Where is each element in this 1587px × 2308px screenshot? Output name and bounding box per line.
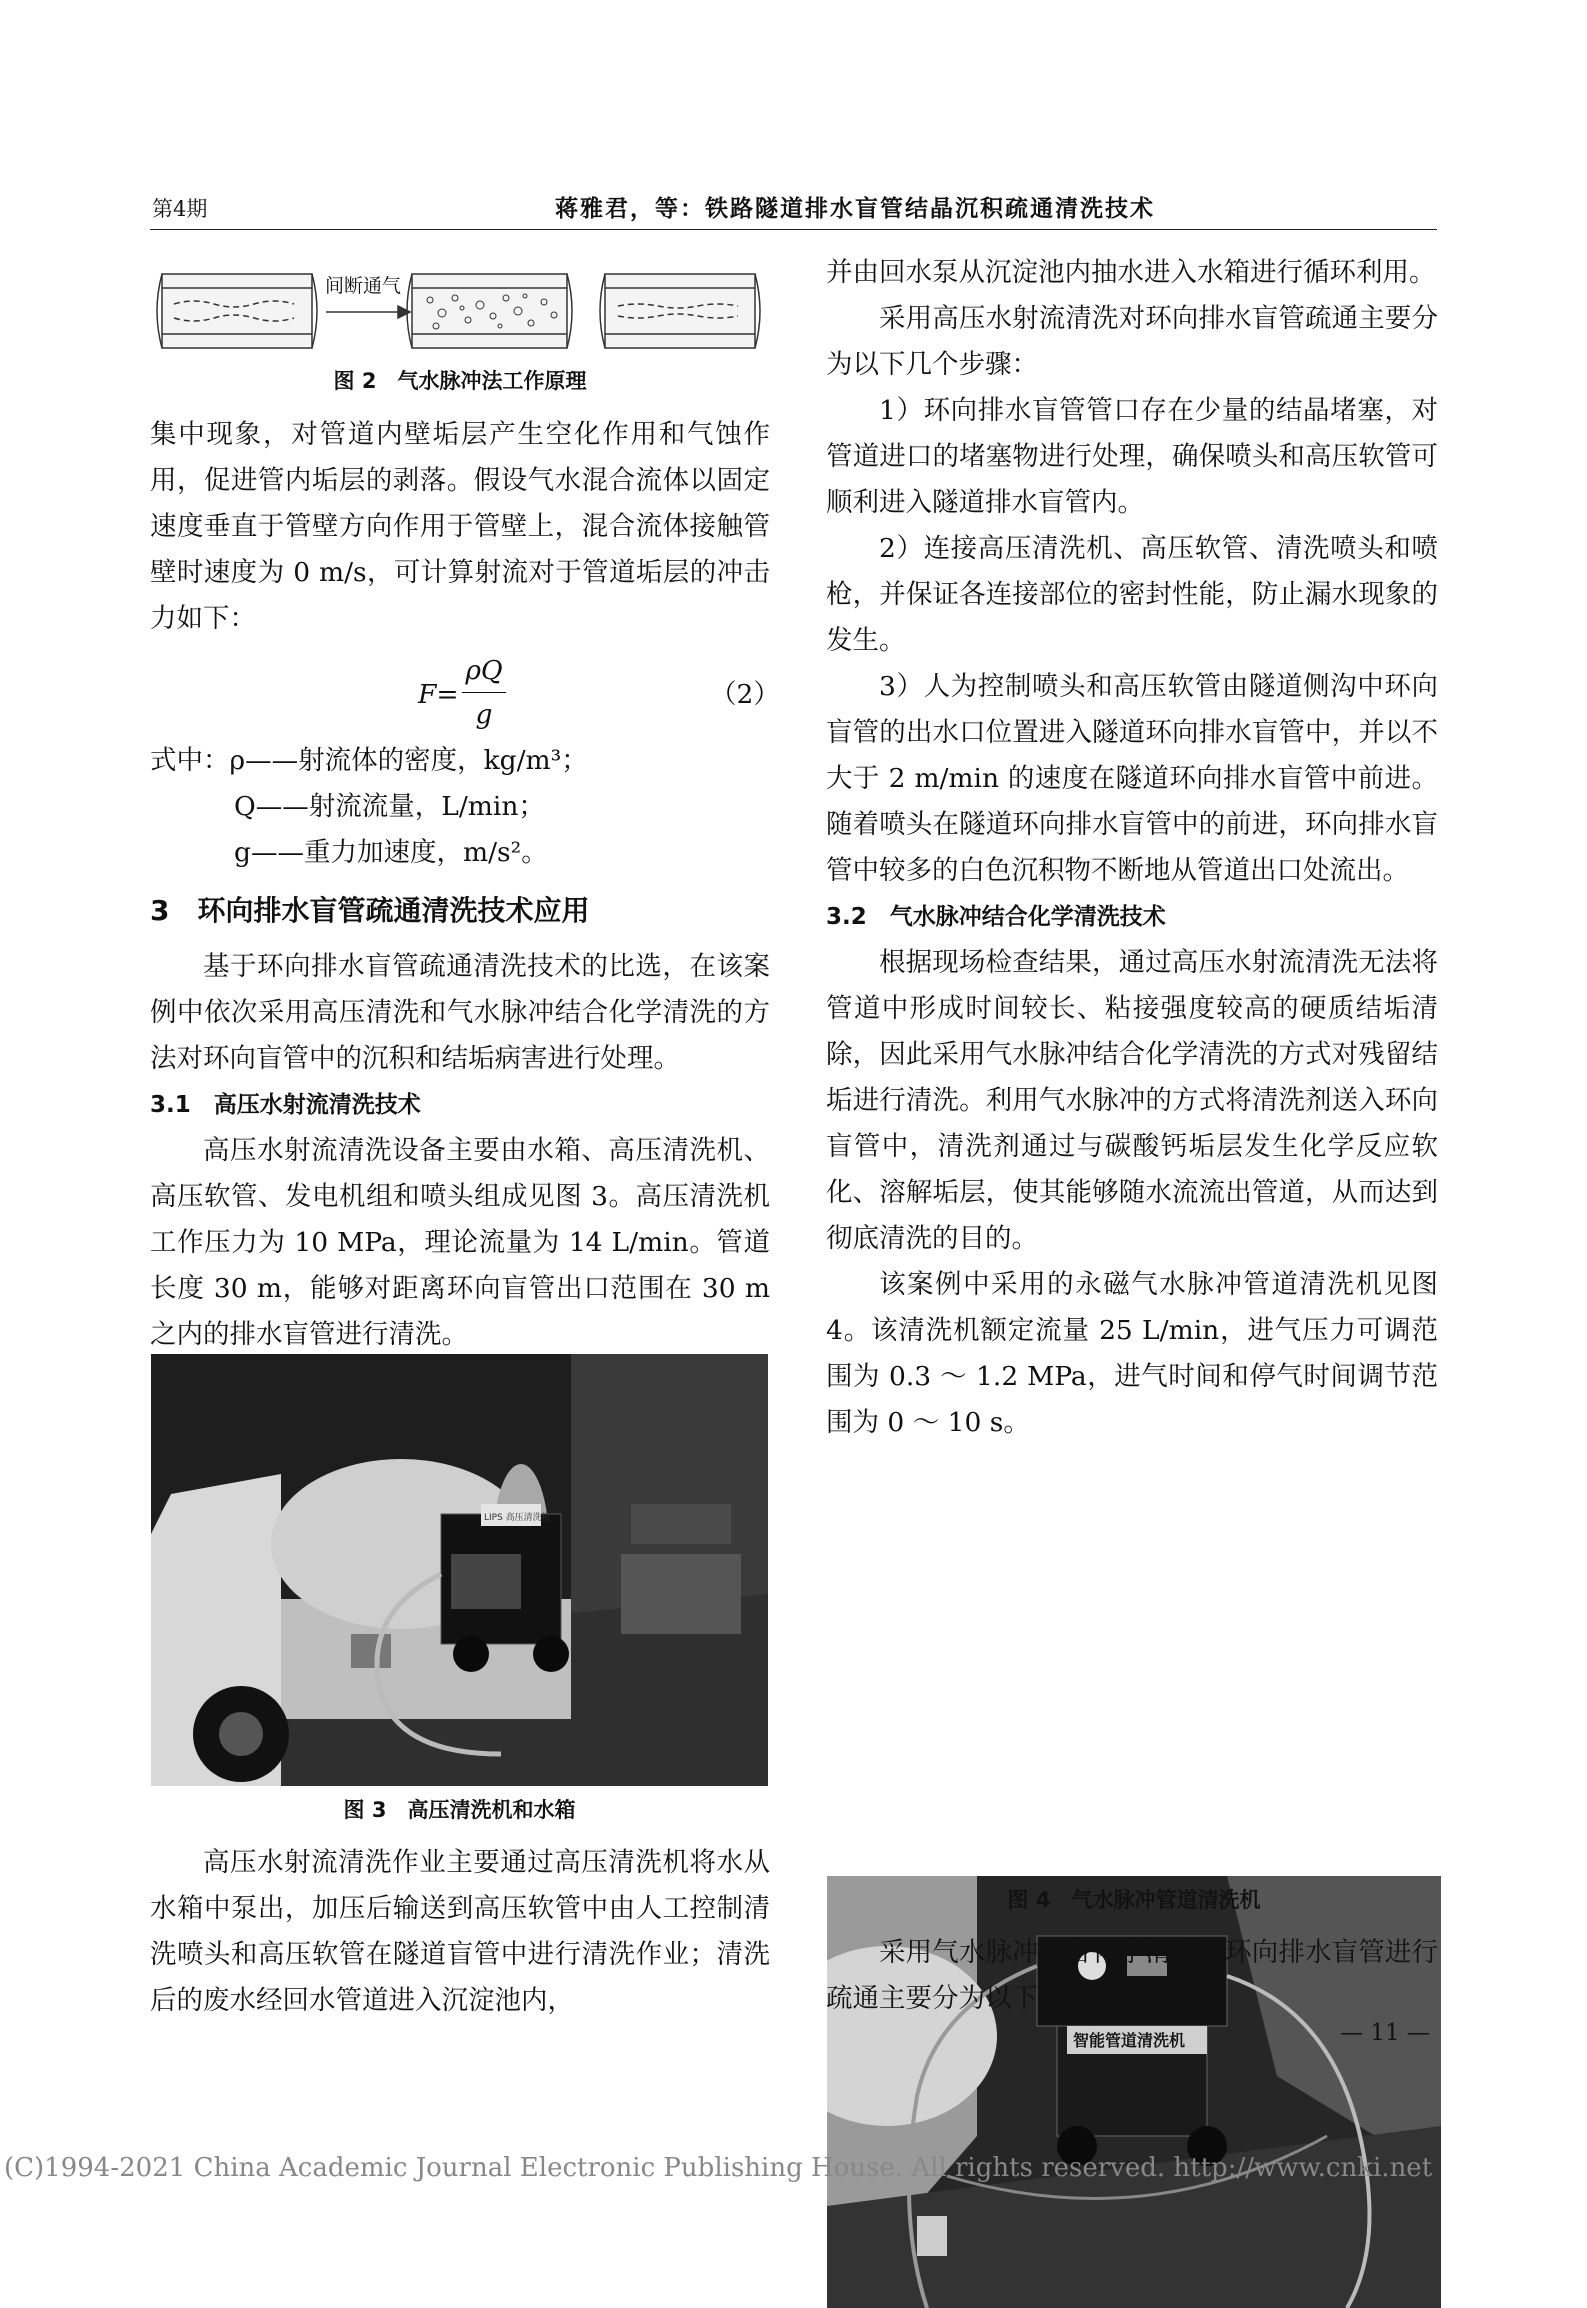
right-paragraph-2: 采用高压水射流清洗对环向排水盲管疏通主要分为以下几个步骤： bbox=[826, 303, 1438, 380]
figure-3-photo bbox=[151, 1354, 768, 1786]
section-3-2-heading: 3.2 气水脉冲结合化学清洗技术 bbox=[826, 904, 1166, 930]
where-rho: ρ——射流体的密度，kg/m³； bbox=[229, 745, 588, 776]
figure-2 bbox=[150, 258, 770, 370]
right-column-bottom bbox=[826, 1930, 1438, 2022]
section-3-1-heading: 3.1 高压水射流清洗技术 bbox=[150, 1092, 421, 1118]
formula-lhs: F= bbox=[418, 679, 459, 710]
washer-truck-image bbox=[151, 1354, 768, 1786]
left-column bbox=[150, 412, 780, 1358]
section-3-heading: 3 环向排水盲管疏通清洗技术应用 bbox=[150, 894, 590, 927]
header-rule bbox=[150, 229, 1437, 230]
where-label: 式中： bbox=[150, 745, 230, 776]
step-3: 3）人为控制喷头和高压软管由隧道侧沟中环向盲管的出水口位置进入隧道环向排水盲管中，并以不大于 2 m/min 的速度在隧道环向排水盲管中前进。随着喷头在隧道环向排水盲管中的前进，环向排水盲管中较多的白色沉积物不断地从管道出口处流出。 bbox=[826, 671, 1438, 886]
where-line-1 bbox=[150, 738, 770, 784]
pipe-before bbox=[157, 274, 317, 348]
where-line-2: Q——射流流量，L/min； bbox=[234, 791, 545, 822]
copyright-notice: (C)1994-2021 China Academic Journal Electronic Publishing House. All rights reserved. http://www.cnki.net bbox=[4, 2153, 1433, 2183]
formula-denominator: g bbox=[475, 699, 493, 730]
step-1: 1）环向排水盲管管口存在少量的结晶堵塞，对管道进口的堵塞物进行处理，确保喷头和高压软管可顺利进入隧道排水盲管内。 bbox=[826, 395, 1438, 518]
right-paragraph-7: 该案例中采用的永磁气水脉冲管道清洗机见图 4。该清洗机额定流量 25 L/min，进气压力可调范围为 0.3 ～ 1.2 MPa，进气时间和停气时间调节范围为 0 ～ 10 s。 bbox=[826, 1269, 1438, 1438]
figure-3-caption: 图 3 高压清洗机和水箱 bbox=[343, 1798, 576, 1822]
left-column-bottom bbox=[150, 1840, 770, 2024]
left-paragraph-2: 基于环向排水盲管疏通清洗技术的比选，在该案例中依次采用高压清洗和气水脉冲结合化学清洗的方法对环向盲管中的沉积和结垢病害进行处理。 bbox=[150, 951, 770, 1074]
running-title: 蒋雅君，等：铁路隧道排水盲管结晶沉积疏通清洗技术 bbox=[555, 195, 1155, 222]
where-line-3: g——重力加速度，m/s²。 bbox=[234, 837, 548, 868]
right-paragraph-6: 根据现场检查结果，通过高压水射流清洗无法将管道中形成时间较长、粘接强度较高的硬质结垢清除，因此采用气水脉冲结合化学清洗的方式对残留结垢进行清洗。利用气水脉冲的方式将清洗剂送入环向盲管中，清洗剂通过与碳酸钙垢层发生化学反应软化、溶解垢层，使其能够随水流流出管道，从而达到彻底清洗的目的。 bbox=[826, 947, 1438, 1254]
formula-numerator: ρQ bbox=[465, 655, 503, 686]
figure-4-caption: 图 4 气水脉冲管道清洗机 bbox=[1007, 1888, 1261, 1912]
equation-2 bbox=[150, 642, 780, 738]
cleaner-label: 智能管道清洗机 bbox=[1073, 2031, 1186, 2050]
figure-2-caption: 图 2 气水脉冲法工作原理 bbox=[333, 369, 587, 393]
gas-water-pulse-diagram bbox=[150, 258, 770, 370]
page-number: — 11 — bbox=[1340, 2020, 1430, 2046]
left-paragraph-1: 集中现象，对管道内壁垢层产生空化作用和气蚀作用，促进管内垢层的剥落。假设气水混合流体以固定速度垂直于管壁方向作用于管壁上，混合流体接触管壁时速度为 0 m/s，可计算射流对于管道垢层的冲击力如下： bbox=[150, 419, 770, 634]
right-column bbox=[826, 250, 1438, 1446]
right-paragraph-1: 并由回水泵从沉淀池内抽水进入水箱进行循环利用。 bbox=[826, 257, 1436, 288]
equation-number: （2） bbox=[710, 679, 780, 710]
washer-label: LIPS 高压清洗机 bbox=[484, 1513, 551, 1523]
left-paragraph-4: 高压水射流清洗作业主要通过高压清洗机将水从水箱中泵出，加压后输送到高压软管中由人工控制清洗喷头和高压软管在隧道盲管中进行清洗作业；清洗后的废水经回水管道进入沉淀池内， bbox=[150, 1847, 770, 2016]
pipe-bubbles bbox=[407, 274, 572, 348]
arrow-icon bbox=[326, 306, 410, 318]
pipe-after bbox=[600, 274, 760, 348]
left-paragraph-3: 高压水射流清洗设备主要由水箱、高压清洗机、高压软管、发电机组和喷头组成见图 3。高压清洗机工作压力为 10 MPa，理论流量为 14 L/min。管道长度 30 m，能够对距离环向盲管出口范围在 30 m 之内的排水盲管进行清洗。 bbox=[150, 1135, 770, 1350]
arrow-label: 间断通气 bbox=[325, 275, 402, 297]
step-2: 2）连接高压清洗机、高压软管、清洗喷头和喷枪，并保证各连接部位的密封性能，防止漏水现象的发生。 bbox=[826, 533, 1438, 656]
issue-number: 第4期 bbox=[152, 197, 208, 221]
right-paragraph-8: 采用气水脉冲结合化学清洗对环向排水盲管进行疏通主要分为以下几个步骤： bbox=[826, 1937, 1438, 2014]
